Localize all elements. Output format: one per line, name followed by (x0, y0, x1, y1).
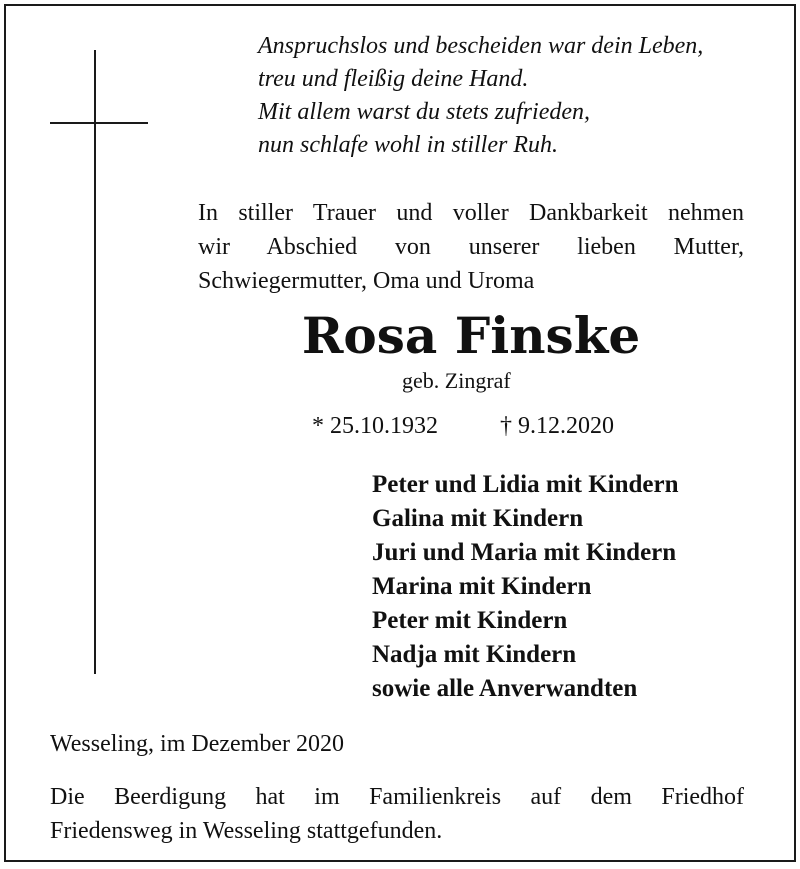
maiden-name: geb. Zingraf (402, 368, 511, 393)
intro-text (198, 196, 744, 298)
mourner-line: Marina mit Kindern (372, 573, 592, 600)
death-date: † 9.12.2020 (500, 413, 614, 439)
cross-vertical-bar (94, 50, 96, 674)
funeral-line: Friedensweg in Wesseling stattgefunden. (50, 818, 443, 844)
mourner-line: sowie alle Anverwandten (372, 675, 638, 702)
deceased-name: Rosa Finske (301, 306, 641, 365)
intro-line: In stiller Trauer und voller Dankbarkeit nehmen (198, 200, 744, 226)
poem-line: nun schlafe wohl in stiller Ruh. (258, 132, 558, 158)
intro-line: wir Abschied von unserer lieben Mutter, (198, 234, 744, 260)
intro-line: Schwiegermutter, Oma und Uroma (198, 268, 535, 294)
poem-line: Anspruchslos und bescheiden war dein Leben, (258, 33, 704, 59)
poem-line: Mit allem warst du stets zufrieden, (258, 99, 590, 125)
place-and-date: Wesseling, im Dezember 2020 (50, 731, 344, 757)
funeral-line: Die Beerdigung hat im Familienkreis auf dem Friedhof (50, 784, 744, 810)
mourner-line: Nadja mit Kindern (372, 641, 577, 668)
poem-line: treu und fleißig deine Hand. (258, 66, 529, 92)
memorial-poem (258, 30, 703, 162)
mourner-line: Galina mit Kindern (372, 505, 584, 532)
cross-horizontal-bar (50, 122, 148, 124)
birth-date: * 25.10.1932 (312, 413, 438, 439)
funeral-note (50, 780, 744, 848)
mourner-line: Juri und Maria mit Kindern (372, 539, 677, 566)
mourner-line: Peter mit Kindern (372, 607, 568, 634)
mourner-line: Peter und Lidia mit Kindern (372, 471, 679, 498)
mourners-list (372, 468, 679, 706)
